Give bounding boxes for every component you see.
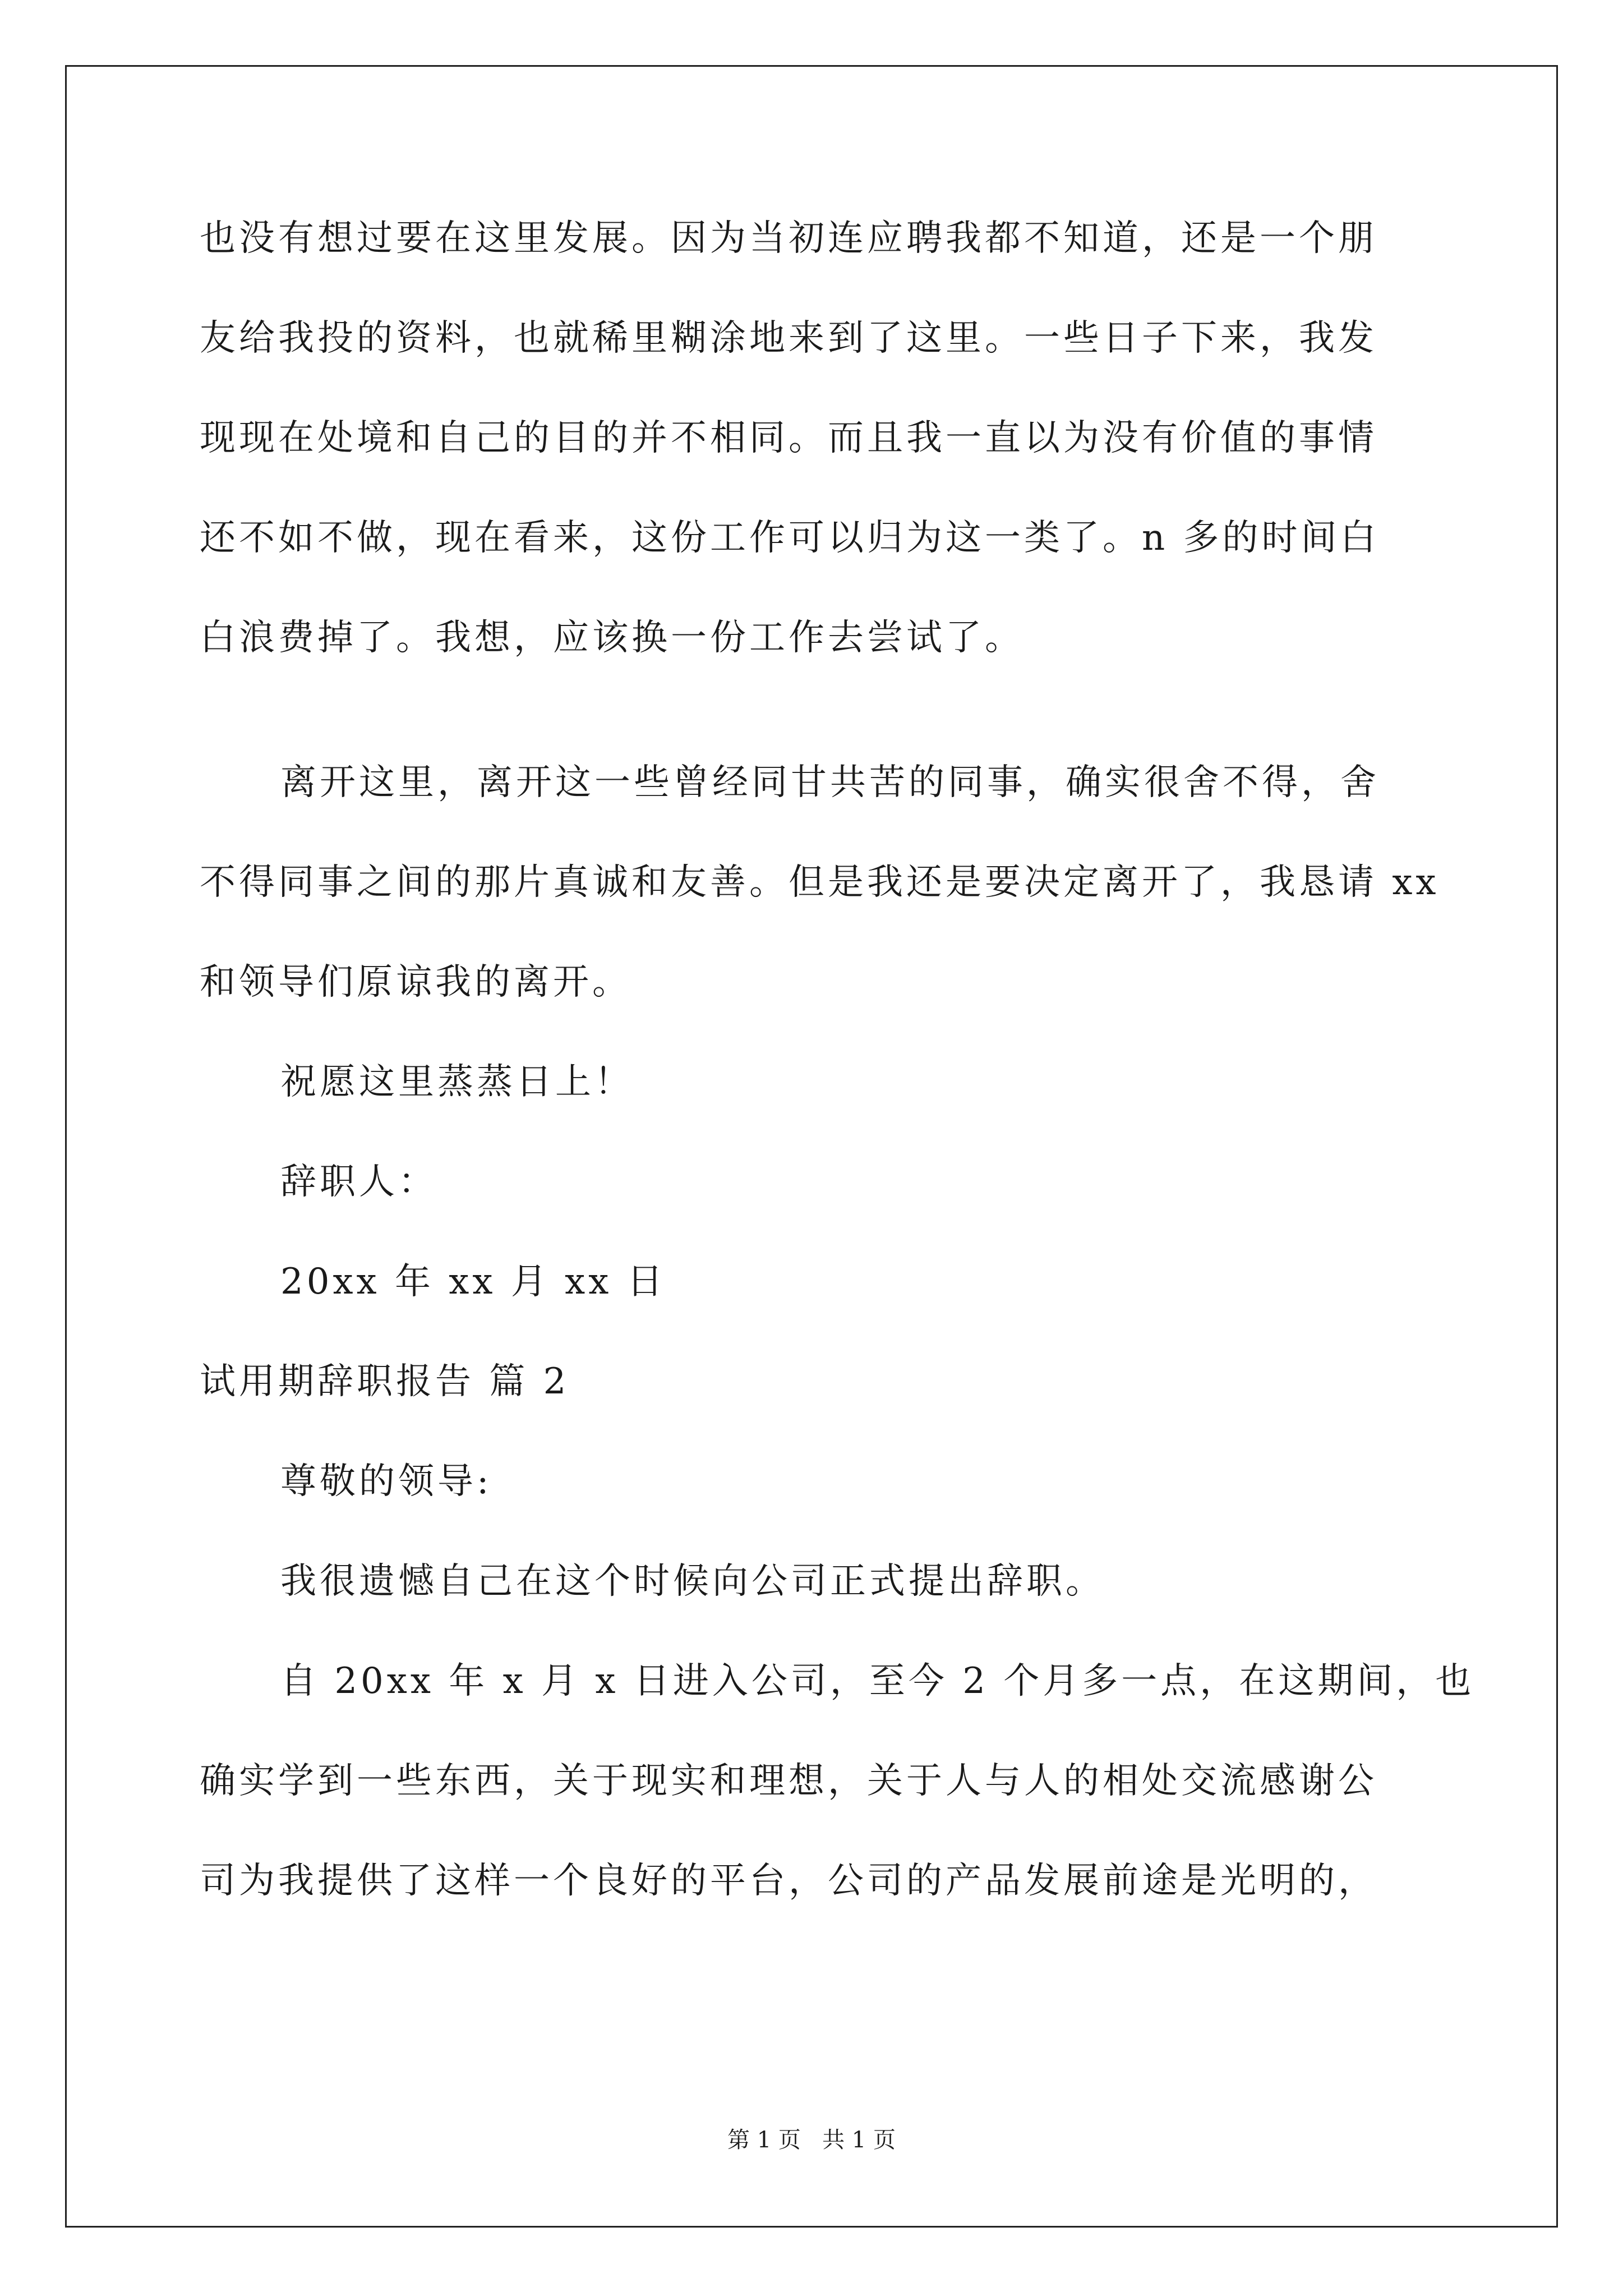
text-line: 和领导们原谅我的离开。	[200, 961, 631, 1003]
text-line: 也没有想过要在这里发展。因为当初连应聘我都不知道，还是一个朋	[200, 218, 1377, 259]
text-line: 我很遗憾自己在这个时候向公司正式提出辞职。	[280, 1561, 1105, 1602]
section-heading: 试用期辞职报告 篇 2	[200, 1361, 570, 1402]
text-line: 白浪费掉了。我想，应该换一份工作去尝试了。	[200, 617, 1024, 659]
text-line: 还不如不做，现在看来，这份工作可以归为这一类了。n 多的时间白	[200, 517, 1380, 559]
text-line: 友给我投的资料，也就稀里糊涂地来到了这里。一些日子下来，我发	[200, 318, 1377, 359]
text-line: 现现在处境和自己的目的并不相同。而且我一直以为没有价值的事情	[200, 417, 1377, 459]
text-line: 辞职人：	[280, 1161, 437, 1203]
text-line: 确实学到一些东西，关于现实和理想，关于人与人的相处交流感谢公	[200, 1760, 1377, 1802]
text-line: 祝愿这里蒸蒸日上！	[280, 1061, 634, 1103]
text-line: 不得同事之间的那片真诚和友善。但是我还是要决定离开了，我恳请 xx	[200, 862, 1440, 903]
text-line: 20xx 年 xx 月 xx 日	[280, 1261, 666, 1303]
page-number-footer: 第 1 页 共 1 页	[727, 2127, 896, 2153]
text-line: 自 20xx 年 x 月 x 日进入公司，至今 2 个月多一点，在这期间，也	[280, 1660, 1475, 1702]
text-line: 离开这里，离开这一些曾经同甘共苦的同事，确实很舍不得，舍	[280, 762, 1380, 803]
salutation: 尊敬的领导:	[280, 1461, 492, 1502]
text-line: 司为我提供了这样一个良好的平台，公司的产品发展前途是光明的，	[200, 1860, 1377, 1902]
